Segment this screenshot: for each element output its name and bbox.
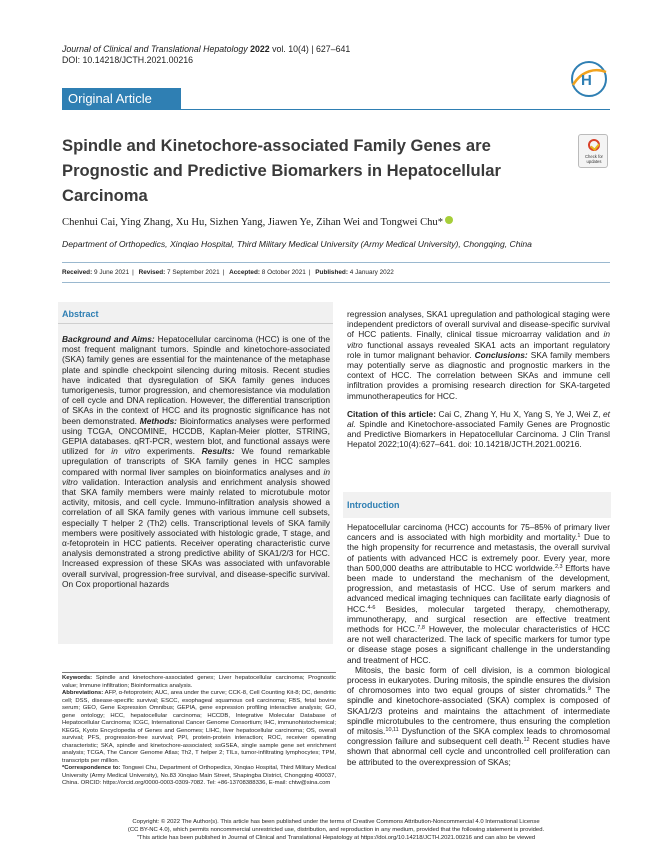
background-text: Hepatocellular carcinoma (HCC) is one of the most frequent malignant tumors. Spindle and kinetochore-associated (SKA) family genes are essential for the maintenance of the metaphase plate and spindle checkpoint silencing during mitosis. Recent studies have indicated that dysregulation of SKA family genes induces tumorigenesis, tumor progression, and chemoresistance via modulation of cell cycle and DNA replication. However, the differential transcription of SKAs in the context of HCC and its prognostic significance has not been demonstrated. bbox=[62, 334, 330, 426]
methods-label: Methods: bbox=[139, 415, 177, 426]
copyright-line: Copyright: © 2022 The Author(s). This article has been published under the terms of Creative Commons Attribution-Noncommercial 4.0 International License bbox=[132, 819, 540, 825]
svg-text:H: H bbox=[581, 72, 592, 89]
check-updates-icon bbox=[588, 139, 600, 151]
affiliation: Department of Orthopedics, Xinqiao Hospital, Third Military Medical University (Army Medical University), Chongqing, China bbox=[62, 239, 532, 249]
jcth-logo-icon bbox=[568, 58, 610, 100]
authors-text: Chenhui Cai, Ying Zhang, Xu Hu, Sizhen Yang, Jiawen Ye, Zihan Wei and Tongwei Chu* bbox=[62, 217, 444, 228]
italic-term: in vitro bbox=[111, 446, 141, 457]
reference-marker[interactable]: 10,11 bbox=[385, 727, 399, 734]
separator: | bbox=[311, 44, 314, 54]
reference-marker[interactable]: 9 bbox=[587, 686, 591, 693]
intro-text: However, the molecular characteristics of HCC are not well characterized. The lack of specific markers for tumor type or disease stage poses a significant challenge in the understanding and treatment of HCC. bbox=[347, 624, 610, 665]
abstract-continued bbox=[347, 309, 610, 401]
footnote-divider bbox=[62, 672, 336, 673]
italic-term: et al. bbox=[347, 408, 610, 430]
journal-year: 2022 bbox=[250, 44, 270, 54]
intro-text: Due to the high propensity for recurrence and metastasis, the overall survival of patients with advanced HCC is extremely poor. Every year, more than 500,000 deaths are attributable to HCC worldwide. bbox=[347, 532, 610, 573]
abbreviations bbox=[62, 690, 336, 765]
correspondence bbox=[62, 765, 336, 788]
italic-term: in vitro bbox=[62, 466, 330, 487]
results-text: functional assays revealed SKA1 acts an important regulatory role in tumor malignant behavior. bbox=[347, 339, 610, 360]
journal-volume: vol. 10(4) bbox=[272, 44, 309, 54]
date-label: Published: bbox=[315, 269, 348, 276]
check-for-updates-button[interactable] bbox=[578, 134, 608, 168]
doi-link[interactable]: DOI: 10.14218/JCTH.2021.00216 bbox=[62, 55, 194, 65]
reference-marker[interactable]: 7,8 bbox=[417, 625, 425, 632]
keywords-text: Spindle and kinetochore-associated genes; Liver hepatocellular carcinoma; Prognostic value; Immune infiltration; Bioinformatics analysis. bbox=[62, 675, 336, 689]
abbreviations-label: Abbreviations: bbox=[62, 690, 104, 696]
reference-marker[interactable]: 4-6 bbox=[367, 604, 376, 611]
article-dates: Received: 9 June 2021 | Revised: 7 September 2021 | Accepted: 8 October 2021 | Published: 4 January 2022 bbox=[62, 269, 394, 276]
date-value: 4 January 2022 bbox=[349, 269, 394, 276]
journal-citation-line bbox=[62, 44, 350, 55]
abstract-left-column bbox=[62, 334, 330, 589]
conclusions-text: SKA family members may potentially serve as diagnostic and prognostic markers in the context of HCC. The correlation between SKAs and immune cell infiltration provides a promising research direction for SKA-targeted immunotherapeutics for HCC. bbox=[347, 349, 610, 401]
methods-text: experiments. bbox=[140, 446, 202, 457]
date-value: 7 September 2021 bbox=[167, 269, 220, 276]
citation-label: Citation of this article: bbox=[347, 408, 436, 419]
reference-marker[interactable]: 1 bbox=[577, 533, 581, 540]
intro-text: Recent studies have shown that abnormal cell cycle and uncontrolled cell proliferation can be attributed to the overexpression of SKAs; bbox=[347, 736, 610, 767]
introduction-heading: Introduction bbox=[347, 500, 400, 510]
intro-text: Efforts have been made to understand the mechanism of the development, progression, and metastasis of HCC. Use of serum markers and advanced medical imaging techniques can facilitate early diagnosis of HCC. bbox=[347, 562, 610, 614]
copyright-line: "This article has been published in Journal of Clinical and Translational Hepatology at https://doi.org/10.14218/JCTH.2021.00216 and can also be viewed bbox=[136, 835, 536, 841]
divider bbox=[58, 323, 333, 324]
date-label: Accepted: bbox=[229, 269, 260, 276]
header-divider bbox=[181, 109, 610, 110]
intro-text: Dysfunction of the SKA complex leads to chromosomal congression failure and subsequent cell death. bbox=[347, 726, 610, 747]
intro-text: Hepatocellular carcinoma (HCC) accounts for 75–85% of primary liver cancers and is associated with high morbidity and mortality. bbox=[347, 522, 610, 543]
results-text: regression analyses, SKA1 upregulation and pathological staging were independent predictors of overall survival and disease-specific survival of HCC patients. Finally, clinical tissue microarray validation and bbox=[347, 309, 610, 340]
conclusions-label: Conclusions: bbox=[474, 349, 528, 360]
copyright-notice bbox=[62, 818, 610, 842]
correspondence-label: *Correspondence to: bbox=[62, 765, 121, 771]
citation bbox=[347, 409, 610, 450]
correspondence-text: Tongwei Chu, Department of Orthopedics, Xinqiao Hospital, Third Military Medical University (Army Medical University), No.83 Xinqiao Main Street, Shapingba District, Chongqing 400037, China. ORCID: https://orcid.org/0000-0003-0309-7082. Tel: +86-13708388336, E-mail: chtw@sina.com bbox=[62, 765, 337, 786]
intro-text: The spindle and kinetochore-associated (SKA) complex is composed of SKA1/2/3 proteins and maintains the attachment of intermediate spindle microtubules to the centromere, thus ensuring the completion of mitosis. bbox=[347, 685, 610, 737]
keywords-label: Keywords: bbox=[62, 675, 93, 681]
date-value: 8 October 2021 bbox=[261, 269, 306, 276]
divider bbox=[62, 282, 610, 283]
intro-text: Besides, molecular targeted therapy, chemotherapy, immunotherapy, and surgical resection are effective treatment methods for HCC. bbox=[347, 603, 610, 635]
methods-text: Bioinformatics analyses were performed using TCGA, ONCOMINE, HCCDB, Kaplan-Meier plotter, STRING, GEPIA databases. qRT-PCR, western blot, and functional assays were utilized for bbox=[62, 415, 330, 457]
date-label: Revised: bbox=[138, 269, 166, 276]
abstract-text bbox=[62, 334, 330, 589]
date-label: Received: bbox=[62, 269, 93, 276]
reference-marker[interactable]: 2,3 bbox=[554, 563, 563, 570]
results-text: validation. Interaction analysis and enrichment analysis showed that SKA family members were mainly related to microtubule motor activity, mitosis, and cell cycle. Immuno-infiltration analysis showed a correlation of all SKA family genes with various immune cell subsets, especially T helper 2 (Th2) cells. Transcriptional levels of SKA family members were positively associated with histologic grade, T stage, and α-fetoprotein in HCC patients. Receiver operating characteristic curve analysis demonstrated a strong predictive ability of SKA1/2/3 for HCC. Increased expression of these SKAs was associated with unfavorable overall survival, progression-free survival, and disease-specific survival. On Cox proportional hazards bbox=[62, 476, 330, 589]
abstract-heading: Abstract bbox=[62, 309, 99, 319]
citation-text: Cai C, Zhang Y, Hu X, Yang S, Ye J, Wei Z, bbox=[436, 408, 603, 419]
citation-text: Spindle and Kinetochore-associated Family Genes are Prognostic and Predictive Biomarkers in Hepatocellular Carcinoma. J Clin Transl Hepatol 2022;10(4):627–641. doi: 10.14218/JCTH.2021.00216. bbox=[347, 419, 610, 450]
reference-marker[interactable]: 12 bbox=[523, 737, 530, 744]
date-value: 9 June 2021 bbox=[93, 269, 130, 276]
check-updates-label: Check for updates bbox=[585, 154, 603, 164]
introduction-column bbox=[347, 522, 610, 767]
italic-term: in vitro bbox=[347, 329, 610, 350]
divider bbox=[62, 262, 610, 263]
results-text: We found remarkable upregulation of transcripts of SKA family genes in HCC samples compared with normal liver samples on bioinformatics analyses and bbox=[62, 446, 330, 477]
results-label: Results: bbox=[201, 446, 235, 457]
orcid-icon[interactable] bbox=[445, 216, 453, 224]
intro-text: Mitosis, the basic form of cell division, is a common biological process in eukaryotes. During mitosis, the spindle ensures the division of chromosomes into two equal groups of sister chromatids. bbox=[347, 664, 610, 696]
journal-pages: 627–641 bbox=[316, 44, 351, 54]
article-type-badge: Original Article bbox=[62, 88, 181, 110]
intro-paragraph bbox=[347, 665, 610, 767]
intro-paragraph bbox=[347, 522, 610, 665]
author-list bbox=[62, 216, 453, 229]
keywords bbox=[62, 675, 336, 690]
article-title: Spindle and Kinetochore-associated Family Genes are Prognostic and Predictive Biomarkers in Hepatocellular Carcinoma bbox=[62, 136, 501, 205]
journal-name: Journal of Clinical and Translational Hepatology bbox=[62, 44, 248, 54]
footnotes bbox=[62, 675, 336, 788]
abstract-right-column bbox=[347, 309, 610, 450]
copyright-line: (CC BY-NC 4.0), which permits noncommercial unrestricted use, distribution, and reproduction in any medium, provided that the following statement is provided. bbox=[127, 827, 545, 833]
background-label: Background and Aims: bbox=[62, 334, 155, 344]
abbreviations-text: AFP, α-fetoprotein; AUC, area under the curve; CCK-8, Cell Counting Kit-8; DC, dendritic cell; DSS, disease-specific survival; ESCC, esophageal squamous cell carcinoma; FBS, fetal bovine serum; GEO, Gene Expression Omnibus; GEPIA, gene expression profiling interactive analysis; GO, gene ontology; HCC, hepatocellular carcinoma; HCCDB, Integrative Molecular Database of Hepatocellular Carcinoma; ICGC, International Cancer Genome Consortium; IHC, immunohistochemical; KEGG, Kyoto Encyclopedia of Genes and Genomes; LIHC, liver hepatocellular carcinoma; OS, overall survival; PFS, progression-free survival; PPI, protein-protein interaction; ROC, receiver operating characteristic; SKA, spindle and kinetochore-associated; ssGSEA, single sample gene set enrichment analysis; TCGA, The Cancer Genome Atlas; Th2, T helper 2; TILs, tumor-infiltrating lymphocytes; TPM, transcripts per million. bbox=[62, 690, 336, 764]
